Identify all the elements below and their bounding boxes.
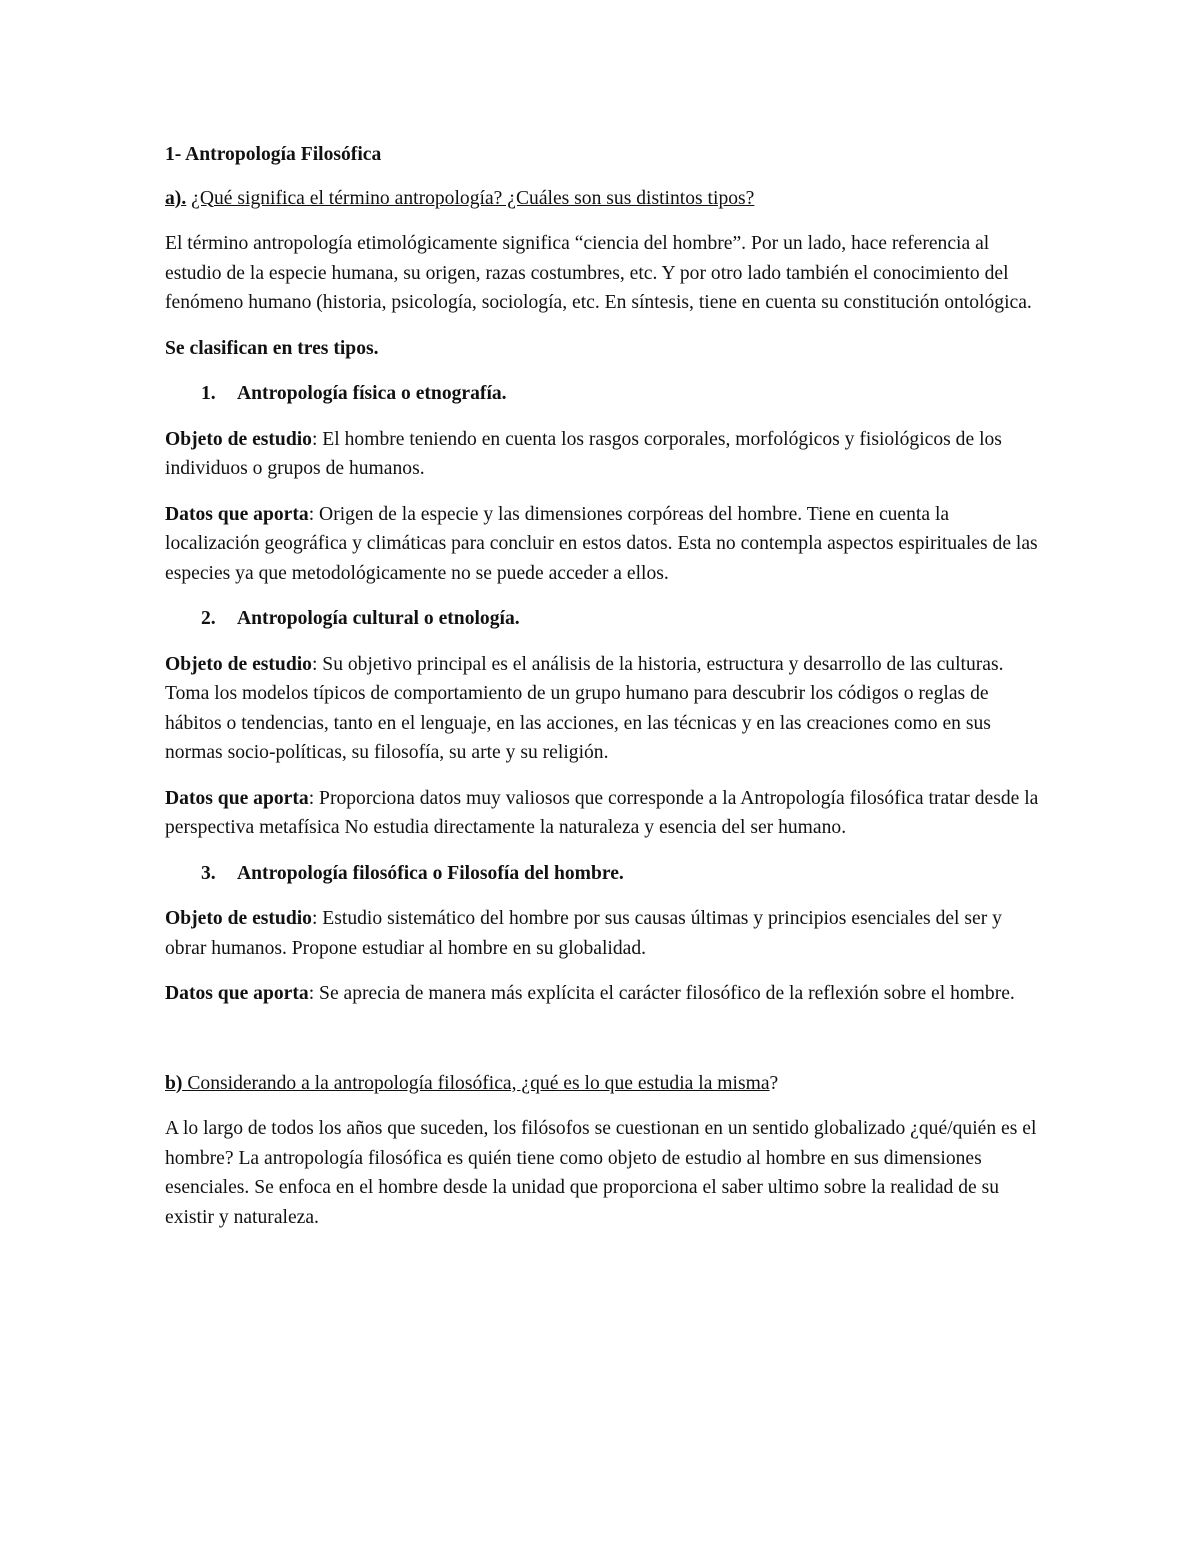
type-1-title: Antropología física o etnografía. [237,383,507,404]
answer-a: El término antropología etimológicamente significa “ciencia del hombre”. Por un lado, hace referencia al estudio de la especie humana, su origen, razas costumbres, etc. Y por otro lado también el conocimiento del fenómeno humano (historia, psicología, sociología, etc. En síntesis, tiene en cuenta su constitución ontológica. [165,233,1032,313]
type-1-object-label: Objeto de estudio [165,428,312,450]
type-2-number: 2. [201,608,216,629]
type-2-title: Antropología cultural o etnología. [237,608,520,629]
type-1-number: 1. [201,383,216,404]
type-1-data-text: : Origen de la especie y las dimensiones corpóreas del hombre. Tiene en cuenta la localización geográfica y climáticas para concluir en estos datos. Esta no contempla aspectos espirituales de las especies ya que metodológicamente no se puede acceder a ellos. [165,503,1038,584]
question-a-text: ¿Qué significa el término antropología? ¿Cuáles son sus distintos tipos? [191,187,755,209]
type-3-object [165,904,1045,963]
type-1-object [165,425,1045,484]
type-3-heading [165,859,1045,889]
question-a-label: a). [165,187,187,209]
type-3-number: 3. [201,862,216,884]
type-1-data-label: Datos que aporta [165,503,309,525]
type-3-object-text: : Estudio sistemático del hombre por sus causas últimas y principios esenciales del ser y obrar humanos. Propone estudiar al hombre en su globalidad. [165,908,1002,959]
type-3-data-text: : Se aprecia de manera más explícita el carácter filosófico de la reflexión sobre el hombre. [308,983,1015,1004]
answer-b: A lo largo de todos los años que suceden, los filósofos se cuestionan en un sentido globalizado ¿qué/quién es el hombre? La antropología filosófica es quién tiene como objeto de estudio al hombre en sus dimensiones esenciales. Se enfoca en el hombre desde la unidad que proporciona el saber ultimo sobre la realidad de su existir y naturaleza. [165,1118,1037,1228]
type-3-data-label: Datos que aporta [165,983,309,1004]
question-a [165,184,1045,214]
type-2-object-label: Objeto de estudio [165,653,312,675]
type-1-object-text: : El hombre teniendo en cuenta los rasgos corporales, morfológicos y fisiológicos de los individuos o grupos de humanos. [165,428,1002,479]
question-b-text: Considerando a la antropología filosófica, ¿qué es lo que estudia la misma [182,1072,770,1094]
type-2-data [165,784,1045,843]
section-spacer [165,1025,1045,1069]
types-heading: Se clasifican en tres tipos. [165,337,379,359]
type-3-title: Antropología filosófica o Filosofía del hombre. [237,862,624,884]
document-title: 1- Antropología Filosófica [165,144,382,165]
type-2-object [165,650,1045,768]
document-body [165,140,1045,1248]
question-b-label: b) [165,1072,183,1094]
question-b-end: ? [769,1072,779,1094]
type-3-object-label: Objeto de estudio [165,908,312,929]
type-2-data-label: Datos que aporta [165,787,309,809]
type-1-data [165,500,1045,589]
type-3-data [165,979,1045,1009]
type-1-heading [165,379,1045,409]
type-2-object-text: : Su objetivo principal es el análisis de la historia, estructura y desarrollo de las culturas. Toma los modelos típicos de comportamiento de un grupo humano para descubrir los códigos o reglas de hábitos o tendencias, tanto en el lenguaje, en las acciones, en las técnicas y en las creaciones como en sus normas socio-políticas, su filosofía, su arte y su religión. [165,653,1004,763]
type-2-heading [165,604,1045,634]
type-2-data-text: : Proporciona datos muy valiosos que corresponde a la Antropología filosófica tratar desde la perspectiva metafísica No estudia directamente la naturaleza y esencia del ser humano. [165,787,1039,838]
question-b [165,1069,1045,1099]
